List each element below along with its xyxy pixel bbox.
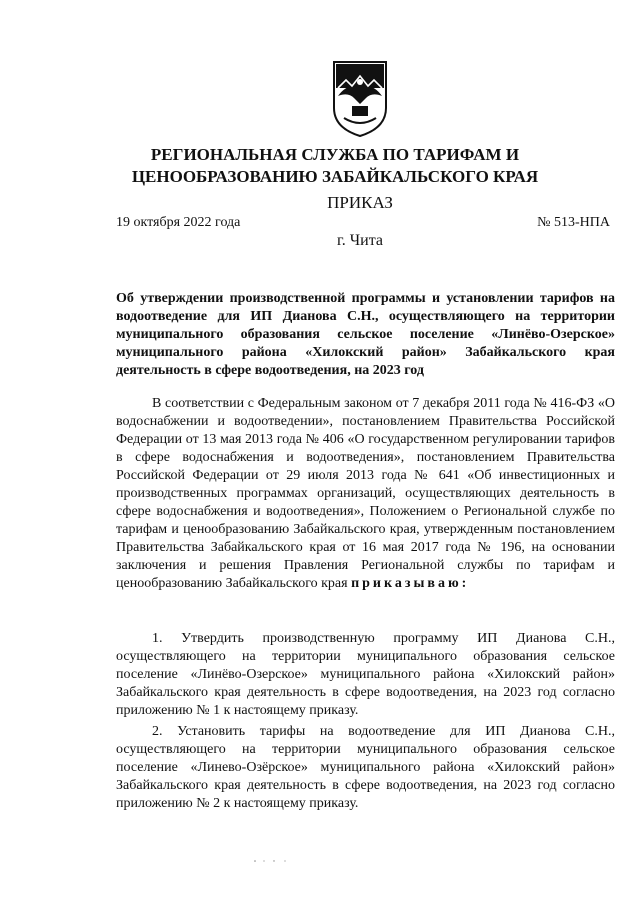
preamble [116,395,615,593]
order-items [116,630,615,816]
order-number: № 513-НПА [537,215,610,230]
order-city: г. Чита [336,232,383,249]
scan-specks [252,858,292,864]
order-subject: Об утверждении производственной программы и установлении тарифов на водоотведение для ИП Дианова С.Н., осуществляющего на территории муниципального образования сельское поселение «Линёво-Озерское» муниципального района «Хилокский район» Забайкальского края деятельность в сфере водоотведения, на 2023 год [116,291,615,378]
document-type: ПРИКАЗ [327,193,393,212]
order-item-1: 1. Утвердить производственную программу ИП Дианова С.Н., осуществляющего на территории муниципального образования сельское поселение «Линёво-Озерское» муниципального района «Хилокский район» Забайкальского края деятельность в сфере водоотведения, на 2023 год согласно приложению № 1 к настоящему приказу. [116,631,615,718]
organization-title: РЕГИОНАЛЬНАЯ СЛУЖБА ПО ТАРИФАМ И ЦЕНООБРАЗОВАНИЮ ЗАБАЙКАЛЬСКОГО КРАЯ [131,145,539,186]
coat-of-arms-icon [328,58,392,138]
order-item-2: 2. Установить тарифы на водоотведение для ИП Дианова С.Н., осуществляющего на территории муниципального образования сельское поселение «Линево-Озёрское» муниципального района «Хилокский район» Забайкальского края деятельность в сфере водоотведения, на 2023 год согласно приложению № 2 к настоящему приказу. [116,724,615,811]
orders-word: приказываю: [351,576,470,591]
order-date: 19 октября 2022 года [116,215,241,230]
preamble-text: В соответствии с Федеральным законом от 7 декабря 2011 года № 416-ФЗ «О водоснабжении и водоотведении», постановлением Правительства Российской Федерации от 13 мая 2013 года № 406 «О государственном регулировании тарифов в сфере водоснабжения и водоотведения», постановлением Правительства Российской Федерации от 29 июля 2013 года № 641 «Об инвестиционных и производственных программах организаций, осуществляющих деятельность в сфере водоснабжения и водоотведения», Положением о Региональной службе по тарифам и ценообразованию Забайкальского края, утвержденным постановлением Правительства Забайкальского края от 16 мая 2017 года № 196, на основании заключения и решения Правления Региональной службы по тарифам и ценообразованию Забайкальского края [116,396,615,591]
